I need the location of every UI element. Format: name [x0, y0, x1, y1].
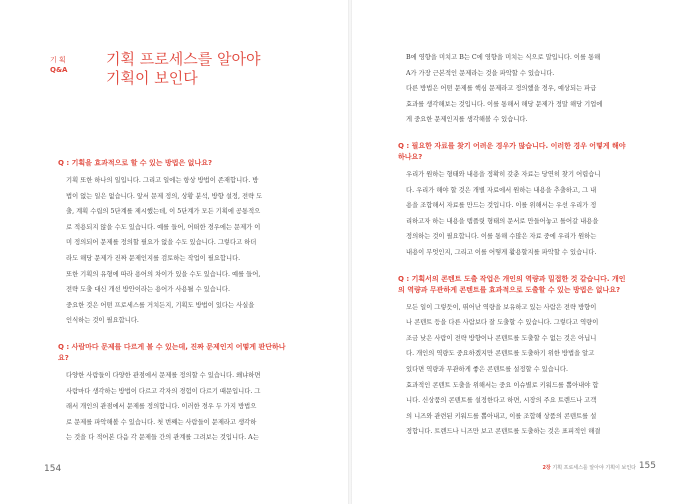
answer-line: 정합니다. 트렌드나 니즈만 보고 콘텐트를 도출하는 것은 표피적인 해결 — [406, 428, 601, 436]
answer-line: 또한 기획의 유형에 따라 용어의 차이가 있을 수도 있습니다. 예를 들어, — [66, 270, 261, 278]
page-number-left: 154 — [44, 464, 62, 474]
answer-4 — [398, 300, 632, 440]
answer-line: 우리가 원하는 형태와 내용을 정확히 갖춘 자료는 당연히 찾기 어렵습니 — [406, 170, 601, 178]
answer-line: 법이 없는 일은 없습니다. 앞서 문제 정의, 상황 분석, 방향 설정, 전략 도 — [66, 192, 263, 200]
answer-line: 전략 도출 대신 개선 방안이라는 용어가 사용될 수 있습니다. — [66, 286, 231, 294]
answer-line: 인식하는 것이 필요합니다. — [66, 317, 139, 325]
running-title: 기획 프로세스를 알아야 기획이 보인다 — [552, 465, 636, 471]
answer-line: 미 정의되어 문제를 정의할 필요가 없을 수도 있습니다. 그렇다고 하더 — [66, 239, 257, 247]
answer-line: 리하고자 하는 내용을 템플릿 형태의 문서로 만들어놓고 틀어갈 내용을 — [406, 217, 599, 225]
answer-line: 출, 계획 수립의 5단계를 제시했는데, 이 5단계가 모든 기획에 공통적으 — [66, 208, 261, 216]
answer-2-continued — [398, 50, 632, 128]
left-page — [0, 0, 348, 504]
answer-line: 있다면 역량과 무관하게 좋은 콘텐트를 설정할 수 있습니다. — [406, 365, 568, 373]
right-body — [398, 50, 632, 440]
question-4: Q : 기획서의 콘텐트 도출 작업은 개인의 역량과 밀접한 것 같습니다. 개인의 역량과 무관하게 콘텐트를 효과적으로 도출할 수 있는 방법은 없나요? — [398, 274, 626, 294]
answer-line: 의 니즈와 관련된 키워드를 뽑아내고, 이를 조합해 상품의 콘텐트를 설 — [406, 412, 597, 420]
answer-line: 중요한 것은 어떤 프로세스를 거치든지, 기획도 방법이 있다는 사실을 — [66, 301, 255, 309]
section-tag-korean: 기 획 — [50, 56, 66, 64]
answer-line: 정의하는 것이 필요합니다. 이를 통해 수많은 자료 중에 우리가 원하는 — [406, 233, 597, 241]
answer-line: 효과를 생각해보는 것입니다. 이를 통해서 해당 문제가 정말 해당 기업에 — [406, 100, 603, 108]
answer-line: 라도 해당 문제가 진짜 문제인지를 검토하는 작업이 필요합니다. — [66, 254, 241, 262]
answer-line: 다. 우리가 해야 할 것은 개별 자료에서 원하는 내용을 추출하고, 그 내 — [406, 186, 597, 194]
answer-line: 사람마다 생각하는 방법이 다르고 각자의 경험이 다르기 때문입니다. 그 — [66, 387, 261, 395]
answer-line: 래서 개인의 관점에서 문제를 정의합니다. 이러한 경우 두 가지 방법으 — [66, 403, 257, 411]
chapter-title-line-2: 기획이 보인다 — [106, 69, 198, 87]
answer-2 — [58, 368, 290, 446]
answer-line: 효과적인 콘텐트 도출을 위해서는 중요 이슈별로 키워드를 뽑아내야 합 — [406, 381, 599, 389]
right-page — [352, 0, 700, 504]
question-3: Q : 필요한 자료를 찾기 어려운 경우가 많습니다. 이러한 경우 어떻게 해야 하나요? — [398, 141, 626, 161]
answer-line: 로 적용되지 않을 수도 있습니다. 예를 들어, 어떠한 경우에는 문제가 이 — [66, 223, 261, 231]
section-tag — [50, 55, 67, 75]
answer-line: 게 중요한 문제인지를 생각해볼 수 있습니다. — [406, 116, 528, 124]
answer-3 — [398, 167, 632, 261]
answer-line: 다른 방법은 어떤 문제를 핵심 문제라고 정의했을 경우, 예상되는 파급 — [406, 85, 597, 93]
answer-line: 모든 일이 그렇듯이, 뛰어난 역량을 보유하고 있는 사람은 전략 방향이 — [406, 303, 597, 311]
left-body — [58, 158, 290, 446]
running-header — [542, 464, 636, 471]
answer-line: 는 것을 다 적어본 다음 각 문제들 간의 관계를 그려보는 것입니다. A는 — [66, 434, 259, 442]
answer-line: 니다. 신상품의 콘텐트를 설정한다고 하면, 시장의 주요 트렌드나 고객 — [406, 397, 597, 405]
answer-line: A가 가장 근본적인 문제라는 것을 파악할 수 있습니다. — [406, 69, 555, 77]
answer-line: 조금 낮은 사람이 전략 방향이나 콘텐트를 도출할 수 없는 것은 아닙니 — [406, 334, 597, 342]
answer-line: 나 콘텐트 등을 다른 사람보다 잘 도출할 수 있습니다. 그렇다고 역량이 — [406, 319, 599, 327]
answer-1 — [58, 173, 290, 329]
answer-line: 다. 개인의 역량도 중요하겠지만 콘텐트를 도출하기 위한 방법을 알고 — [406, 350, 595, 358]
page-number-right: 155 — [638, 461, 656, 471]
question-1: Q : 기획을 효과적으로 할 수 있는 방법은 없나요? — [58, 159, 213, 167]
answer-line: 다양한 사람들이 다양한 관점에서 문제를 정의할 수 있습니다. 왜냐하면 — [66, 371, 261, 379]
answer-line: B에 영향을 미치고 B는 C에 영향을 미치는 식으로 말입니다. 이를 통해 — [406, 54, 601, 61]
running-chapter: 2장 — [542, 465, 551, 471]
answer-line: 기획 또한 하나의 일입니다. 그리고 일에는 항상 방법이 존재합니다. 방 — [66, 177, 259, 184]
section-tag-qa: Q&A — [50, 66, 68, 74]
chapter-title-line-1: 기획 프로세스를 알아야 — [106, 50, 261, 68]
question-2: Q : 사람마다 문제를 다르게 볼 수 있는데, 진짜 문제인지 어떻게 판단하나요? — [58, 342, 286, 362]
chapter-title — [106, 50, 260, 88]
answer-line: 로 문제를 파악해볼 수 있습니다. 첫 번째는 사람들이 문제라고 생각하 — [66, 418, 257, 426]
answer-line: 내용이 무엇인지, 그리고 이를 어떻게 활용할지를 파악할 수 있습니다. — [406, 248, 597, 256]
answer-line: 용을 조합해서 자료를 만드는 것입니다. 이를 위해서는 우선 우리가 정 — [406, 202, 597, 210]
